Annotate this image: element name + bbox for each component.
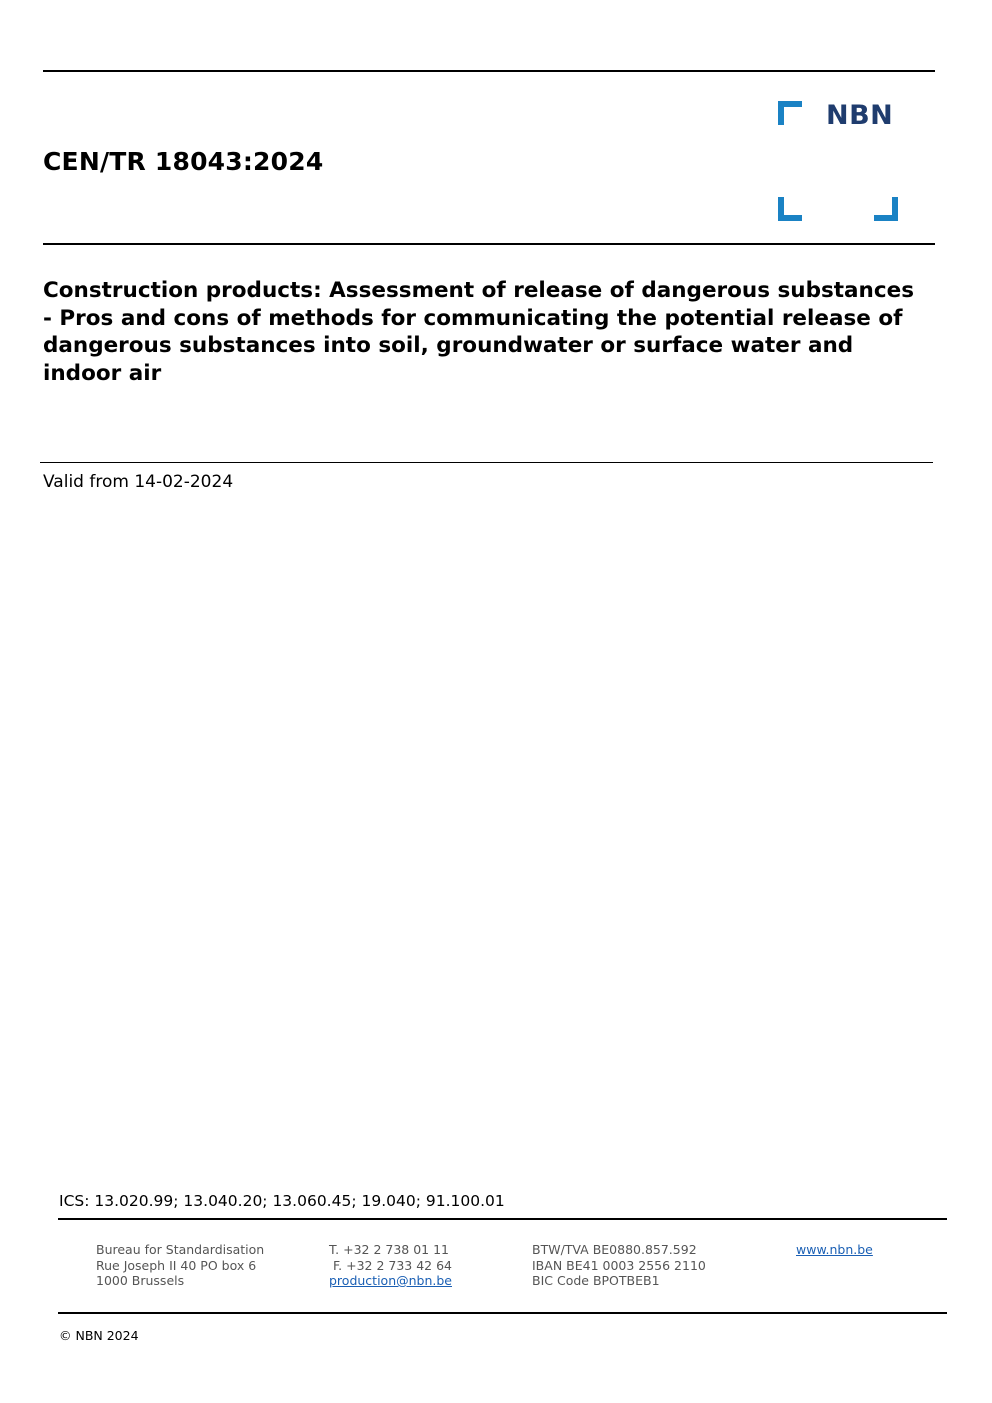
logo-corner-bottom-right-icon — [874, 197, 898, 221]
logo-text: NBN — [826, 100, 894, 131]
bic-code: BIC Code BPOTBEB1 — [532, 1273, 660, 1288]
title-bottom-rule — [40, 462, 933, 463]
email-link[interactable]: production@nbn.be — [329, 1273, 452, 1288]
footer-bottom-rule — [58, 1312, 947, 1314]
footer-contact — [329, 1242, 452, 1289]
address-line-street: Rue Joseph II 40 PO box 6 — [96, 1257, 257, 1273]
vat-number: BTW/TVA BE0880.857.592 — [532, 1242, 697, 1257]
document-title: Construction products: Assessment of release of dangerous substances - Pros and cons of methods for communicating the potential release of dangerous substances into soil, groundwater or surface water and indoor air — [43, 278, 914, 386]
phone-number: T. +32 2 738 01 11 — [329, 1242, 449, 1257]
document-id: CEN/TR 18043:2024 — [43, 147, 324, 176]
logo-corner-bottom-left-icon — [778, 197, 802, 221]
top-rule — [43, 70, 935, 72]
copyright-notice: © NBN 2024 — [59, 1328, 139, 1343]
nbn-logo — [778, 101, 900, 223]
header-bottom-rule — [43, 243, 935, 245]
ics-codes: ICS: 13.020.99; 13.040.20; 13.060.45; 19.040; 91.100.01 — [59, 1192, 505, 1210]
footer-top-rule — [58, 1218, 947, 1220]
footer-web — [796, 1242, 873, 1258]
logo-corner-top-left-icon — [778, 101, 802, 125]
footer-bank-details — [532, 1242, 706, 1289]
footer-address — [96, 1242, 264, 1289]
valid-from-date: Valid from 14-02-2024 — [43, 472, 234, 492]
iban-number: IBAN BE41 0003 2556 2110 — [532, 1257, 706, 1273]
fax-number: F. +32 2 733 42 64 — [329, 1257, 452, 1273]
address-line-organisation: Bureau for Standardisation — [96, 1242, 265, 1257]
address-line-city: 1000 Brussels — [96, 1273, 185, 1288]
website-link[interactable]: www.nbn.be — [796, 1242, 873, 1257]
